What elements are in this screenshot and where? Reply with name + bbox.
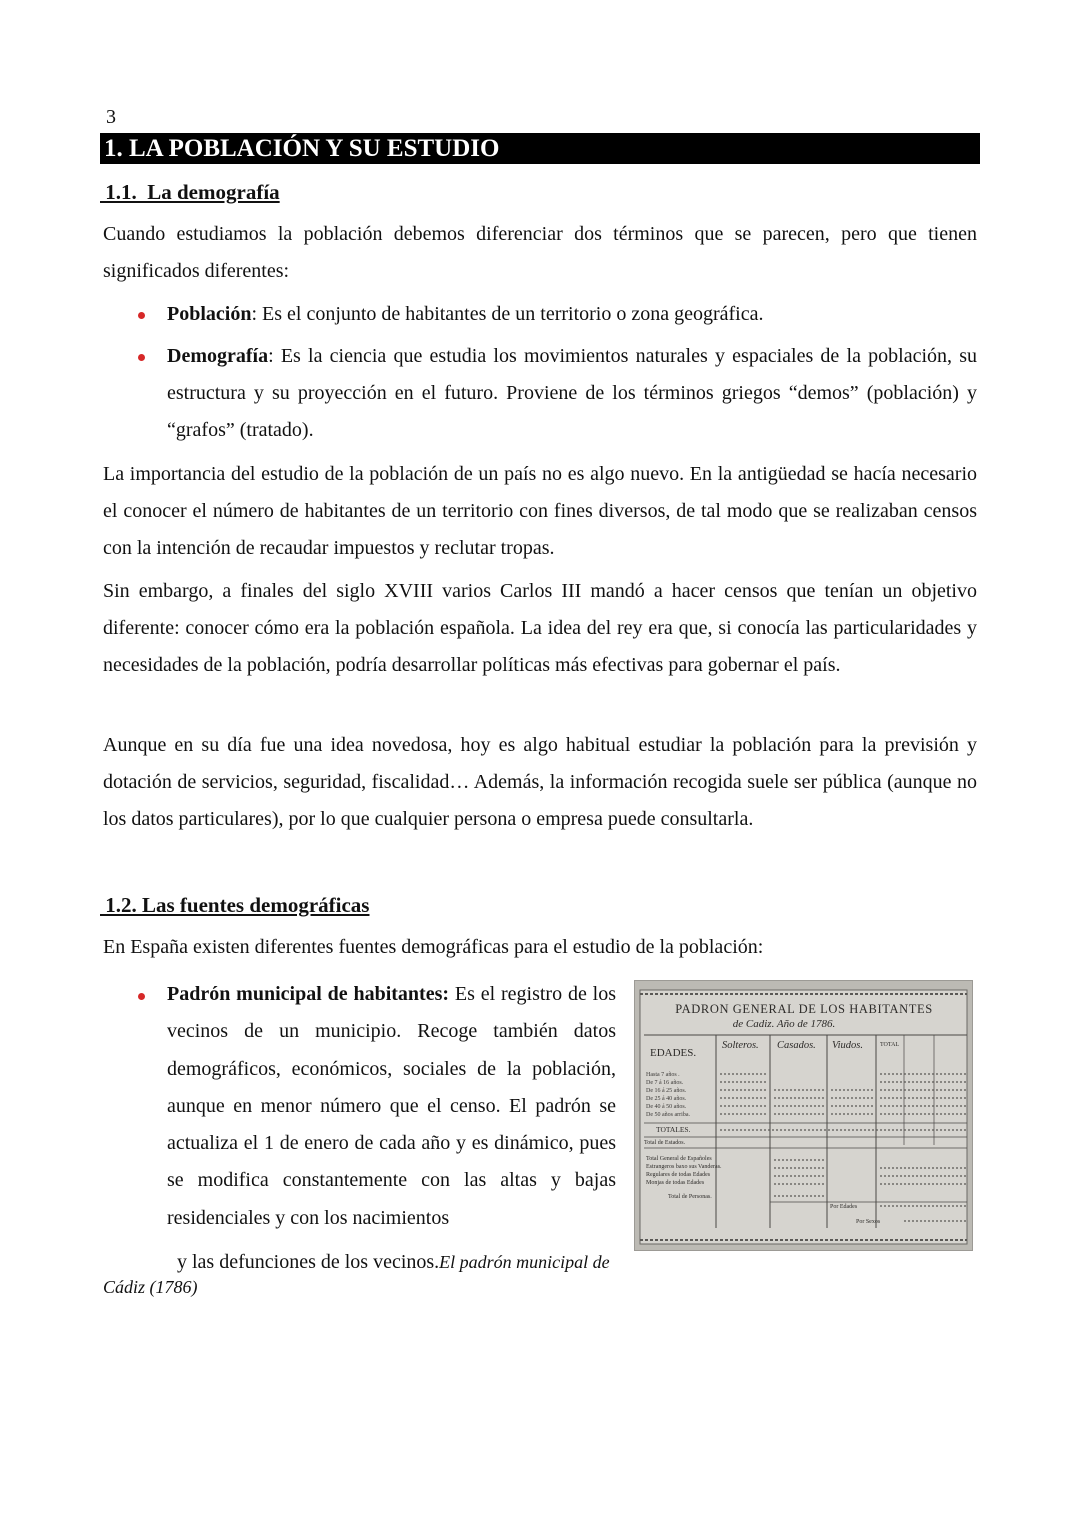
bullet-dot — [138, 993, 145, 1000]
subheading-demografia: 1.1. La demografía — [100, 180, 280, 204]
bullet-poblacion — [167, 296, 977, 333]
row-regulares: Regulares de todas Edades — [646, 1172, 711, 1178]
page-number: 3 — [106, 106, 116, 128]
bullet-demografia — [167, 338, 977, 449]
row-label: De 50 años arriba. — [646, 1112, 690, 1118]
row-label: De 40 á 50 años. — [646, 1104, 687, 1110]
row-estrangeros: Estrangeros baxo sus Vanderas. — [646, 1164, 722, 1170]
col-edades: EDADES. — [650, 1047, 697, 1059]
definition-padron: Es el registro de los vecinos de un municipio. Recoge también datos demográficos, económicos, sociales de la población, aunque en menor número que el censo. El padrón se actualiza el 1 de enero de cada año y es dinámico, pues se modifica constantemente con las altas y bajas residenciales y con los nacimientos — [167, 983, 617, 1229]
col-casados: Casados. — [777, 1040, 816, 1051]
col-viudos: Viudos. — [832, 1040, 864, 1051]
section-title: 1. LA POBLACIÓN Y SU ESTUDIO — [100, 133, 980, 164]
row-label: Hasta 7 años . — [646, 1072, 680, 1078]
definition-poblacion: : Es el conjunto de habitantes de un territorio o zona geográfica. — [251, 303, 764, 325]
row-monjas: Monjas de todas Edades — [646, 1180, 705, 1186]
paragraph-importancia: La importancia del estudio de la población de un país no es algo nuevo. En la antigüedad se hacía necesario el conocer el número de habitantes de un territorio con fines diversos, de tal modo que se realizaban censos con la intención de recaudar impuestos y reclutar tropas. — [103, 463, 977, 559]
bullet-dot — [138, 312, 145, 319]
term-poblacion: Población — [167, 303, 252, 325]
image-title: PADRON GENERAL DE LOS HABITANTES — [675, 1002, 933, 1016]
image-caption: El padrón municipal de Cádiz (1786) — [103, 1252, 610, 1297]
image-subtitle: de Cadiz. Año de 1786. — [732, 1018, 836, 1030]
fuentes-intro: En España existen diferentes fuentes demográficas para el estudio de la población: — [103, 936, 764, 958]
row-por-edades: Por Edades — [830, 1204, 858, 1210]
intro-paragraph: Cuando estudiamos la población debemos diferenciar dos términos que se parecen, pero que tienen significados diferentes: — [103, 223, 977, 282]
row-total-personas: Total de Personas. — [668, 1194, 712, 1200]
term-demografia: Demografía — [167, 345, 269, 367]
row-label: De 7 á 16 años. — [646, 1080, 684, 1086]
padron-cadiz-image — [634, 980, 973, 1251]
paragraph-carlos-iii: Sin embargo, a finales del siglo XVIII varios Carlos III mandó a hacer censos que tenían un objetivo diferente: conocer cómo era la población española. La idea del rey era que, si conocía las particularidades y necesidades de la población, podría desarrollar políticas más efectivas para gobernar el país. — [103, 580, 977, 676]
row-por-sexos: Por Sexos — [856, 1219, 881, 1225]
definition-demografia: : Es la ciencia que estudia los movimientos naturales y espaciales de la población, su estructura y su proyección en el futuro. Proviene de los términos griegos “demos” (población) y “grafos” (tratado). — [167, 345, 977, 441]
padron-caption — [103, 1250, 623, 1300]
row-label: De 16 á 25 años. — [646, 1088, 687, 1094]
paragraph-actualidad: Aunque en su día fue una idea novedosa, hoy es algo habitual estudiar la población para la previsión y dotación de servicios, seguridad, fiscalidad… Además, la información recogida suele ser pública (aunque no los datos particulares), por lo que cualquier persona o empresa puede consultarla. — [103, 734, 977, 830]
row-total-espanoles: Total General de Españoles — [646, 1156, 712, 1162]
col-total: TOTAL — [880, 1042, 900, 1048]
row-label: De 25 á 40 años. — [646, 1096, 687, 1102]
bullet-dot — [138, 354, 145, 361]
col-solteros: Solteros. — [722, 1040, 759, 1051]
row-total-estados: Total de Estados. — [644, 1140, 686, 1146]
padron-continuation: y las defunciones de los vecinos. — [167, 1251, 440, 1273]
subheading-fuentes: 1.2. Las fuentes demográficas — [100, 893, 370, 917]
row-totales: TOTALES. — [656, 1125, 691, 1134]
bullet-padron — [167, 976, 616, 1237]
term-padron: Padrón municipal de habitantes: — [167, 983, 450, 1005]
